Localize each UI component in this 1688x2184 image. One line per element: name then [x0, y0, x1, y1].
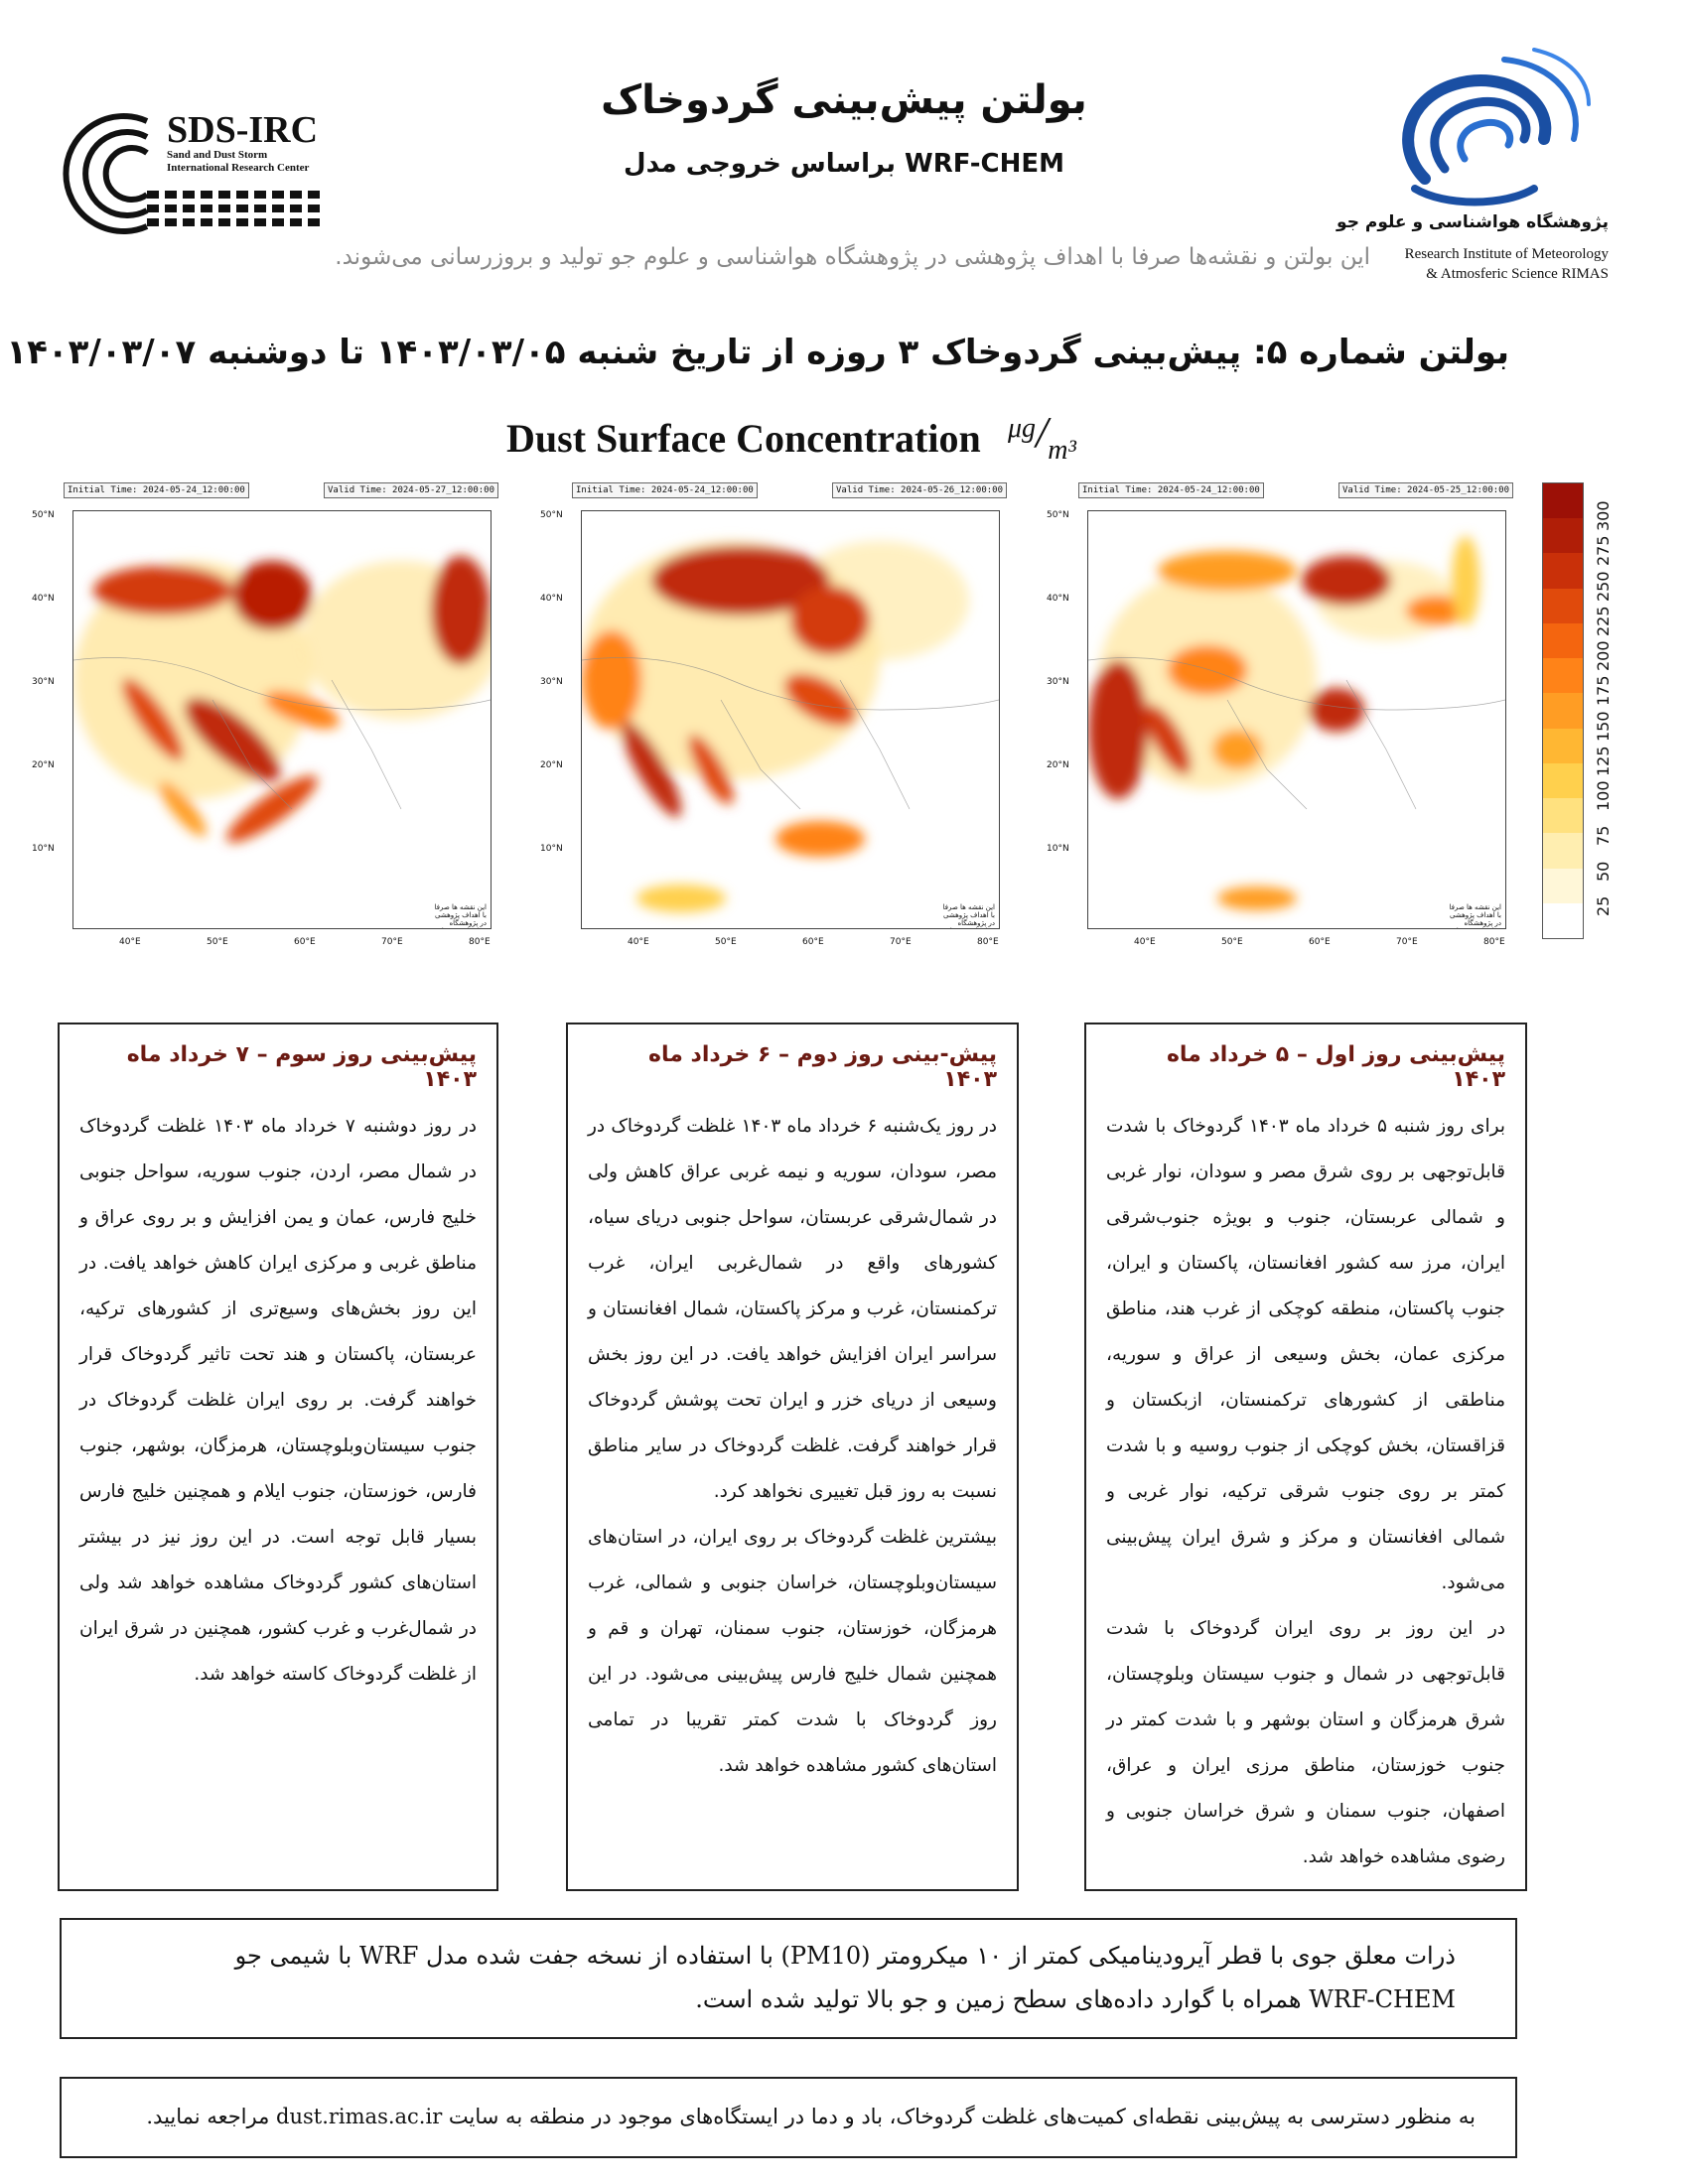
lon-label: 50°E	[1221, 937, 1243, 947]
valid-time-label: Valid Time: 2024-05-26_12:00:00	[832, 482, 1007, 498]
initial-time-label: Initial Time: 2024-05-24_12:00:00	[1078, 482, 1264, 498]
dust-concentration-field	[1088, 511, 1505, 928]
lat-label: 20°N	[540, 760, 563, 770]
colorbar-swatch	[1543, 729, 1583, 763]
disclaimer: این بولتن و نقشه‌ها صرفا با اهداف پژوهشی در پژوهشگاه هواشناسی و علوم جو تولید و بروزرسانی می‌شوند.	[335, 244, 1370, 270]
initial-time-label: Initial Time: 2024-05-24_12:00:00	[572, 482, 758, 498]
colorbar-swatch	[1543, 763, 1583, 798]
footer-note: این نقشه ها صرفا با اهداف پژوهشی در پژوهشگاه	[434, 903, 487, 927]
colorbar-swatch	[1543, 658, 1583, 693]
lat-label: 30°N	[1047, 677, 1069, 687]
colorbar-tick-label: 125	[1594, 746, 1613, 776]
colorbar-tick-label: 150	[1594, 711, 1613, 742]
valid-time-label: Valid Time: 2024-05-25_12:00:00	[1338, 482, 1513, 498]
initial-time-label: Initial Time: 2024-05-24_12:00:00	[64, 482, 249, 498]
colorbar-swatch	[1543, 483, 1583, 518]
website-note	[60, 2077, 1517, 2158]
lon-label: 60°E	[802, 937, 824, 947]
chart-title: Dust Surface Concentration	[506, 416, 981, 461]
lat-label: 50°N	[32, 510, 55, 520]
map-day2	[540, 482, 1013, 969]
forecast-heading: پیش‌بینی روز اول – ۵ خرداد ماه ۱۴۰۳	[1166, 1042, 1505, 1092]
rimas-name-en-1: Research Institute of Meteorology	[1404, 246, 1609, 262]
sds-irc-subtitle-2: International Research Center	[167, 162, 310, 174]
colorbar-tick-label: 200	[1594, 640, 1613, 672]
colorbar-tick-label: 300	[1594, 500, 1613, 532]
bulletin-title: بولتن پیش‌بینی گردوخاک	[601, 77, 1087, 123]
lon-label: 60°E	[1309, 937, 1331, 947]
colorbar-tick-label: 175	[1594, 675, 1613, 707]
forecast-body	[588, 1104, 997, 1789]
colorbar-tick-label: 275	[1594, 535, 1613, 567]
lon-label: 80°E	[1483, 937, 1505, 947]
colorbar-tick-label: 250	[1594, 571, 1613, 602]
bulletin-subtitle: براساس خروجی مدل WRF-CHEM	[624, 149, 1064, 179]
forecast-body	[1106, 1104, 1505, 1880]
map-day3	[32, 482, 504, 969]
lat-label: 50°N	[1047, 510, 1069, 520]
bulletin-heading: بولتن شماره ۵: پیش‌بینی گردوخاک ۳ روزه از تاریخ شنبه ۱۴۰۳/۰۳/۰۵ تا دوشنبه ۱۴۰۳/۰۳/۰۷	[6, 333, 1509, 372]
dust-map	[72, 510, 492, 929]
map-day1	[1047, 482, 1519, 969]
unit-label: $^{\mu g}/_{m^3}$	[1008, 408, 1076, 466]
forecast-heading: پیش-بینی روز دوم – ۶ خرداد ماه ۱۴۰۳	[648, 1042, 997, 1092]
rimas-name-en-2: & Atmosferic Science RIMAS	[1426, 266, 1609, 282]
unit-numerator: μg	[1008, 413, 1037, 444]
rimas-logo	[1385, 40, 1594, 208]
pm10-note-line1: ذرات معلق جوی با قطر آیرودینامیکی کمتر از ۱۰ میکرومتر (PM10) با استفاده از نسخه جفت شده مدل WRF با شیمی جو	[234, 1942, 1456, 1970]
lon-label: 40°E	[119, 937, 141, 947]
colorbar-swatch	[1543, 903, 1583, 938]
pm10-note	[60, 1918, 1517, 2039]
lon-label: 50°E	[715, 937, 737, 947]
colorbar-swatch	[1543, 623, 1583, 658]
colorbar-swatch	[1543, 833, 1583, 868]
forecast-paragraph: برای روز شنبه ۵ خرداد ماه ۱۴۰۳ گردوخاک با شدت قابل‌توجهی بر روی شرق مصر و سودان، نوار غربی و شمالی عربستان، جنوب و بویژه جنوب‌شرقی ایران، مرز سه کشور افغانستان، پاکستان و ایران، جنوب پاکستان، منطقه کوچکی از غرب هند، مناطق مرکزی عمان، بخش وسیعی از عراق و سوریه، مناطقی از کشورهای ترکمنستان، ازبکستان و قزاقستان، بخش کوچکی از جنوب روسیه و با شدت کمتر بر روی جنوب شرقی ترکیه، نوار غربی و شمالی افغانستان و مرکز و شرق ایران پیش‌بینی می‌شود.	[1106, 1116, 1505, 1593]
rimas-name-fa: پژوهشگاه هواشناسی و علوم جو	[1336, 212, 1609, 232]
forecast-day3	[58, 1023, 498, 1891]
lat-label: 30°N	[540, 677, 563, 687]
lon-label: 40°E	[628, 937, 649, 947]
dust-map	[1087, 510, 1506, 929]
forecast-paragraph: در روز دوشنبه ۷ خرداد ماه ۱۴۰۳ غلظت گردوخاک در شمال مصر، اردن، جنوب سوریه، سواحل جنوبی خلیج فارس، عمان و یمن افزایش و بر روی عراق و مناطق غربی و مرکزی ایران کاهش خواهد یافت. در این روز بخش‌های وسیع‌تری از کشورهای ترکیه، عربستان، پاکستان و هند تحت تاثیر گردوخاک قرار خواهند گرفت. بر روی ایران غلظت گردوخاک در جنوب سیستان‌وبلوچستان، هرمزگان، بوشهر، جنوب فارس، خوزستان، جنوب ایلام و همچنین خلیج فارس بسیار قابل توجه است. در این روز نیز در بیشتر استان‌های کشور گردوخاک مشاهده خواهد شد ولی در شمال‌غرب و غرب کشور، همچنین در شرق ایران از غلظت گردوخاک کاسته خواهد شد.	[79, 1116, 478, 1685]
dust-concentration-field	[73, 511, 491, 928]
sds-irc-subtitle-1: Sand and Dust Storm	[167, 149, 268, 161]
lon-label: 70°E	[381, 937, 403, 947]
colorbar-tick-label: 50	[1594, 861, 1613, 882]
lat-label: 10°N	[32, 844, 55, 854]
lon-label: 80°E	[977, 937, 999, 947]
footer-note: این نقشه ها صرفا با اهداف پژوهشی در پژوهشگاه	[1449, 903, 1501, 927]
lon-label: 70°E	[890, 937, 912, 947]
colorbar-swatch	[1543, 553, 1583, 588]
forecast-paragraph: در روز یک‌شنبه ۶ خرداد ماه ۱۴۰۳ غلظت گردوخاک در مصر، سودان، سوریه و نیمه غربی عراق کاهش ولی در شمال‌شرقی عربستان، سواحل جنوبی دریای سیاه، کشورهای واقع در شمال‌غربی ایران، غرب ترکمنستان، غرب و مرکز پاکستان، شمال افغانستان و سراسر ایران افزایش خواهد یافت. در این روز بخش وسیعی از دریای خزر و ایران تحت پوشش گردوخاک قرار خواهند گرفت. غلظت گردوخاک در سایر مناطق نسبت به روز قبل تغییری نخواهد کرد.	[588, 1116, 997, 1502]
lon-label: 80°E	[469, 937, 491, 947]
colorbar-tick-label: 225	[1594, 606, 1613, 636]
colorbar	[1542, 482, 1584, 939]
colorbar-tick-label: 25	[1594, 895, 1613, 916]
lat-label: 20°N	[32, 760, 55, 770]
forecast-body	[79, 1104, 477, 1698]
dust-map	[581, 510, 1000, 929]
dust-concentration-field	[582, 511, 999, 928]
colorbar-swatch	[1543, 693, 1583, 728]
rimas-emblem	[1385, 40, 1594, 208]
sds-irc-name: SDS-IRC	[167, 109, 319, 151]
unit-denominator: m³	[1048, 435, 1076, 466]
lon-label: 70°E	[1396, 937, 1418, 947]
forecast-heading: پیش‌بینی روز سوم – ۷ خرداد ماه ۱۴۰۳	[126, 1042, 477, 1092]
colorbar-swatch	[1543, 869, 1583, 903]
colorbar-swatch	[1543, 798, 1583, 833]
colorbar-tick-label: 100	[1594, 780, 1613, 812]
colorbar-swatch	[1543, 589, 1583, 623]
lat-label: 10°N	[540, 844, 563, 854]
lat-label: 20°N	[1047, 760, 1069, 770]
forecast-day2	[566, 1023, 1019, 1891]
colorbar-tick-label: 75	[1594, 825, 1613, 847]
lat-label: 40°N	[1047, 594, 1069, 604]
sds-irc-text	[167, 111, 318, 175]
lon-label: 40°E	[1134, 937, 1156, 947]
colorbar-swatch	[1543, 518, 1583, 553]
lat-label: 50°N	[540, 510, 563, 520]
website-note-text: به منظور دسترسی به پیش‌بینی نقطه‌ای کمیت‌های غلظت گردوخاک، باد و دما در ایستگاه‌های موجود در منطقه به سایت dust.rimas.ac.ir مراجعه نمایید.	[146, 2105, 1476, 2128]
lat-label: 10°N	[1047, 844, 1069, 854]
lat-label: 40°N	[540, 594, 563, 604]
colorbar-ticks	[1594, 482, 1633, 937]
footer-note: این نقشه ها صرفا با اهداف پژوهشی در پژوهشگاه	[942, 903, 995, 927]
forecast-day1	[1084, 1023, 1527, 1891]
forecast-paragraph: در این روز بر روی ایران گردوخاک با شدت قابل‌توجهی در شمال و جنوب سیستان وبلوچستان، شرق هرمزگان و استان بوشهر و با شدت کمتر در جنوب خوزستان، مناطق مرزی ایران و عراق، اصفهان، جنوب سمنان و شرق خراسان جنوبی و رضوی مشاهده خواهد شد.	[1106, 1618, 1505, 1867]
lat-label: 40°N	[32, 594, 55, 604]
lat-label: 30°N	[32, 677, 55, 687]
pm10-note-line2: WRF-CHEM همراه با گوارد داده‌های سطح زمین و جو بالا تولید شده است.	[695, 1985, 1456, 2013]
lon-label: 60°E	[294, 937, 316, 947]
lon-label: 50°E	[207, 937, 228, 947]
forecast-paragraph: بیشترین غلظت گردوخاک بر روی ایران، در استان‌های سیستان‌وبلوچستان، خراسان جنوبی و شمالی، غرب هرمزگان، خوزستان، جنوب سمنان، تهران و قم و همچنین شمال خلیج فارس پیش‌بینی می‌شود. در این روز گردوخاک با شدت کمتر تقریبا در تمامی استان‌های کشور مشاهده خواهد شد.	[588, 1527, 997, 1776]
valid-time-label: Valid Time: 2024-05-27_12:00:00	[324, 482, 498, 498]
